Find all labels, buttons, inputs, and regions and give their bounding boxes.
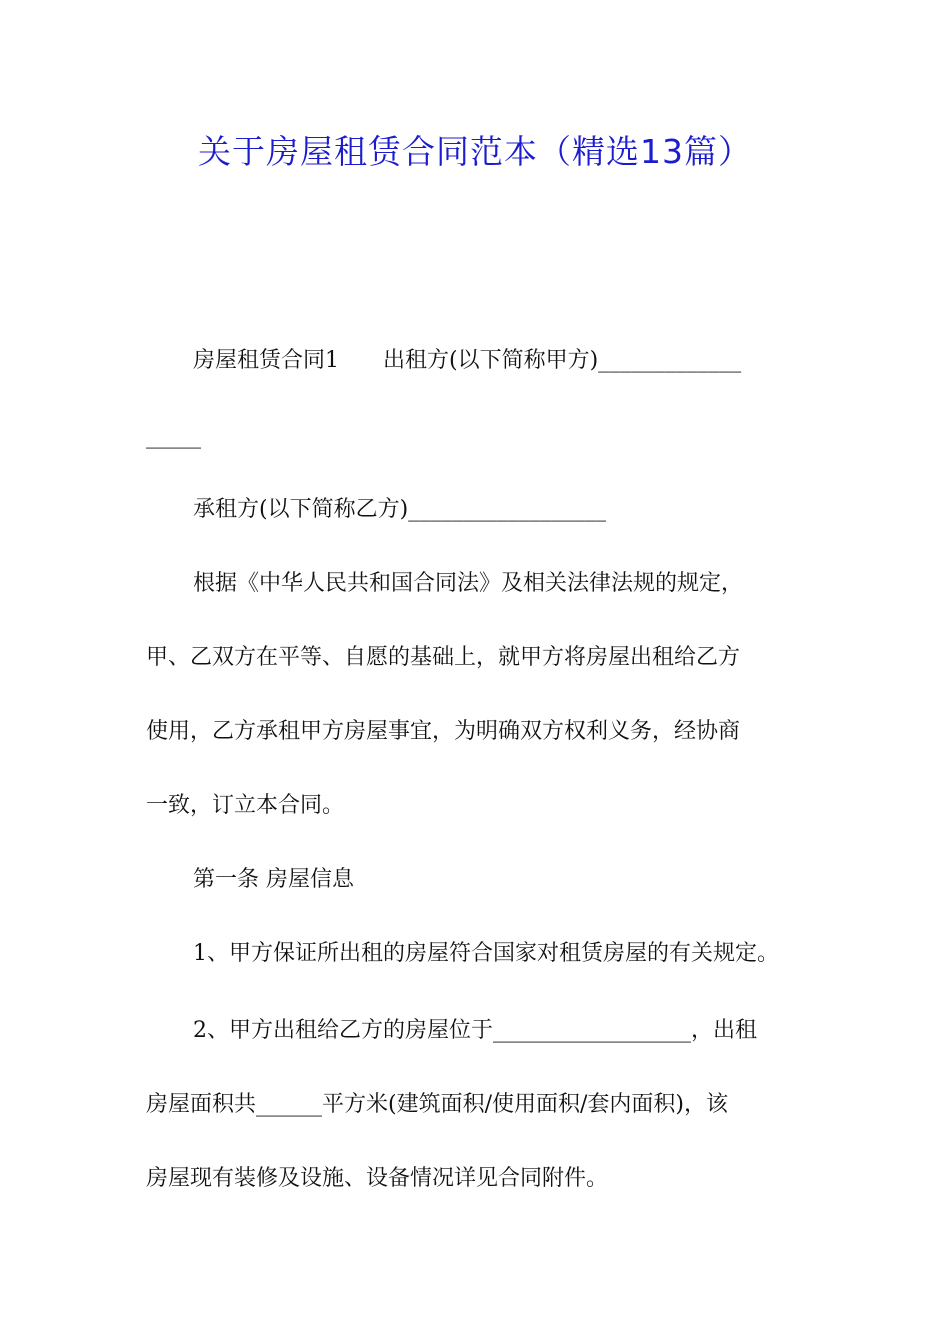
paragraph-line: _____ (146, 424, 201, 449)
paragraph-line: 1、甲方保证所出租的房屋符合国家对租赁房屋的有关规定。 (193, 941, 779, 966)
paragraph-line: 2、甲方出租给乙方的房屋位于__________________，出租 (193, 1018, 757, 1043)
paragraph-line: 房屋租赁合同1 出租方(以下简称甲方)_____________ (193, 348, 742, 373)
paragraph-line: 根据《中华人民共和国合同法》及相关法律法规的规定， (193, 571, 744, 596)
paragraph-line: 承租方(以下简称乙方)__________________ (193, 497, 607, 522)
paragraph-line: 房屋面积共______平方米(建筑面积/使用面积/套内面积)，该 (146, 1092, 728, 1117)
paragraph-line: 房屋现有装修及设施、设备情况详见合同附件。 (146, 1166, 609, 1191)
paragraph-line: 甲、乙双方在平等、自愿的基础上，就甲方将房屋出租给乙方 (146, 645, 741, 670)
section-heading: 第一条 房屋信息 (193, 867, 354, 892)
document-title: 关于房屋租赁合同范本（精选13篇） (198, 132, 752, 171)
paragraph-line: 使用，乙方承租甲方房屋事宜，为明确双方权利义务，经协商 (146, 719, 741, 744)
paragraph-line: 一致，订立本合同。 (146, 793, 345, 818)
